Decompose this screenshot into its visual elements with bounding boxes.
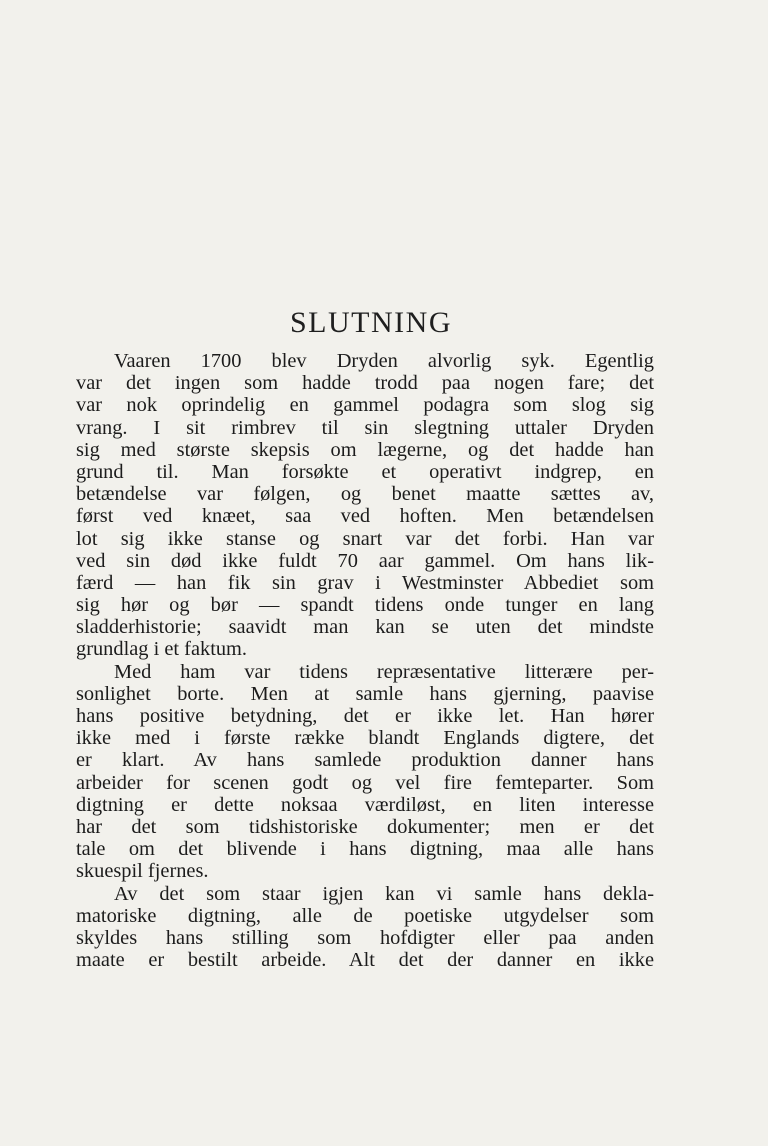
text-line: matoriske digtning, alle de poetiske utgydelser som [76,904,654,927]
text-line: digtning er dette noksaa værdiløst, en liten interesse [76,793,654,816]
text-line: sladderhistorie; saavidt man kan se uten det mindste [76,616,654,639]
text-line: tale om det blivende i hans digtning, maa alle hans [76,838,654,861]
text-line: maate er bestilt arbeide. Alt det der danner en ikke [76,949,654,972]
text-line: ikke med i første række blandt Englands digtere, det [76,727,654,750]
text-line: skyldes hans stilling som hofdigter eller paa anden [76,926,654,949]
paragraph-3 [76,883,654,972]
text-line: arbeider for scenen godt og vel fire femteparter. Som [76,771,654,794]
text-line: betændelse var følgen, og benet maatte sættes av, [76,483,654,506]
text-line: har det som tidshistoriske dokumenter; men er det [76,815,654,838]
text-line: hans positive betydning, det er ikke let. Han hører [76,705,654,727]
text-line: skuespil fjernes. [76,860,209,883]
text-line: sig med største skepsis om lægerne, og det hadde han [76,438,654,461]
text-line: vrang. I sit rimbrev til sin slegtning uttaler Dryden [76,416,654,439]
text-line: færd — han fik sin grav i Westminster Abbediet som [76,571,654,594]
text-line: var det ingen som hadde trodd paa nogen fare; det [76,372,654,395]
text-line: sig hør og bør — spandt tidens onde tunger en lang [76,594,654,617]
text-line: var nok oprindelig en gammel podagra som slog sig [76,394,654,417]
chapter-title: SLUTNING [290,306,452,339]
text-line: sonlighet borte. Men at samle hans gjerning, paavise [76,682,654,705]
text-line: grund til. Man forsøkte et operativt indgrep, en [76,460,654,483]
text-line: er klart. Av hans samlede produktion danner hans [76,749,654,772]
text-line: Av det som staar igjen kan vi samle hans dekla- [114,882,654,905]
text-line: Med ham var tidens repræsentative litterære per- [114,660,654,683]
body-text [76,350,654,971]
paragraph-1 [76,350,654,661]
text-line: grundlag i et faktum. [76,638,248,661]
paragraph-2 [76,661,654,883]
text-line: ved sin død ikke fuldt 70 aar gammel. Om hans lik- [76,549,654,572]
text-line: lot sig ikke stanse og snart var det forbi. Han var [76,527,654,550]
text-line: først ved knæet, saa ved hoften. Men betændelsen [76,505,654,528]
text-line: Vaaren 1700 blev Dryden alvorlig syk. Egentlig [114,350,654,372]
